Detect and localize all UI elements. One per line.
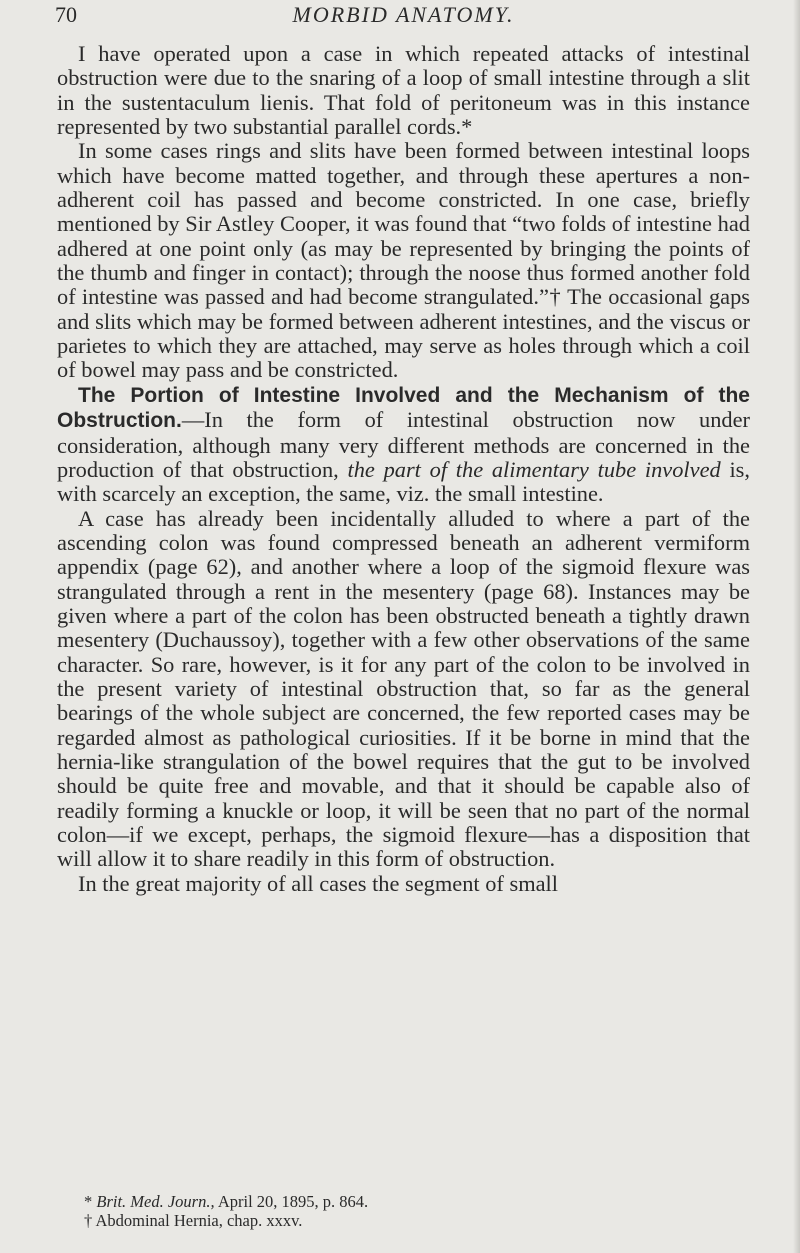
paragraph-3-emphasis: the part of the alimentary tube involved — [347, 456, 721, 482]
paragraph-3-text-a: —In the form of intestinal obstruction now under consideration, although many very different methods are concerned in the production of that obstruction, — [57, 407, 750, 482]
paragraph-5: In the great majority of all cases the segment of small — [78, 870, 558, 896]
footnote-1 — [57, 1192, 750, 1211]
footnote-2-text: Abdominal Hernia, chap. xxxv. — [95, 1211, 303, 1230]
running-title: MORBID ANATOMY. — [292, 2, 515, 27]
page-number: 70 — [55, 2, 77, 27]
paragraph-2: In some cases rings and slits have been formed between intestinal loops which have become matted together, and through these apertures a non-adherent coil has passed and become constricted. In one case, briefly mentioned by Sir Astley Cooper, it was found that “two folds of intestine had adhered at one point only (as may be represented by bringing the points of the thumb and finger in contact); through the noose thus formed another fold of intestine was passed and had become strangulated.”† The occasional gaps and slits which may be formed between adherent intestines, and the viscus or parietes to which they are attached, may serve as holes through which a coil of bowel may pass and be constricted. — [57, 138, 750, 383]
footnote-2 — [57, 1211, 750, 1230]
paragraph-3-text-b: is, with scarcely an exception, the same, viz. the small intestine. — [57, 456, 750, 507]
paragraph-4: A case has already been incidentally alluded to where a part of the ascending colon was found compressed beneath an adherent vermiform appendix (page 62), and another where a loop of the sigmoid flexure was strangulated through a rent in the mesentery (page 68). Instances may be given where a part of the colon has been obstructed beneath a tightly drawn mesentery (Duchaussoy), together with a few other observations of the same character. So rare, however, is it for any part of the colon to be involved in the present variety of intestinal obstruction that, so far as the general bearings of the whole subject are concerned, the few reported cases may be regarded almost as pathological curiosities. If it be borne in mind that the hernia-like strangulation of the bowel requires that the gut to be involved should be quite free and movable, and that it should be capable also of readily forming a knuckle or loop, it will be seen that no part of the normal colon—if we except, perhaps, the sigmoid flexure—has a disposition that will allow it to share readily in this form of obstruction. — [57, 505, 750, 872]
body-text — [57, 42, 750, 896]
paragraph-3 — [57, 383, 750, 507]
footnotes — [57, 1192, 750, 1230]
page-header — [57, 0, 750, 26]
footnote-1-mark: * — [84, 1192, 93, 1211]
section-heading: The Portion of Intestine Involved and the Mechanism of the Obstruction. — [57, 383, 750, 433]
footnote-1-source: Brit. Med. Journ., — [96, 1192, 215, 1211]
footnote-1-text: April 20, 1895, p. 864. — [217, 1192, 369, 1211]
paragraph-1: I have operated upon a case in which repeated attacks of intestinal obstruction were due to the snaring of a loop of small intestine through a slit in the sustentaculum lienis. That fold of peritoneum was in this instance represented by two substantial parallel cords.* — [57, 41, 750, 140]
footnote-2-mark: † — [84, 1211, 93, 1230]
page-edge-shadow — [793, 0, 800, 1253]
